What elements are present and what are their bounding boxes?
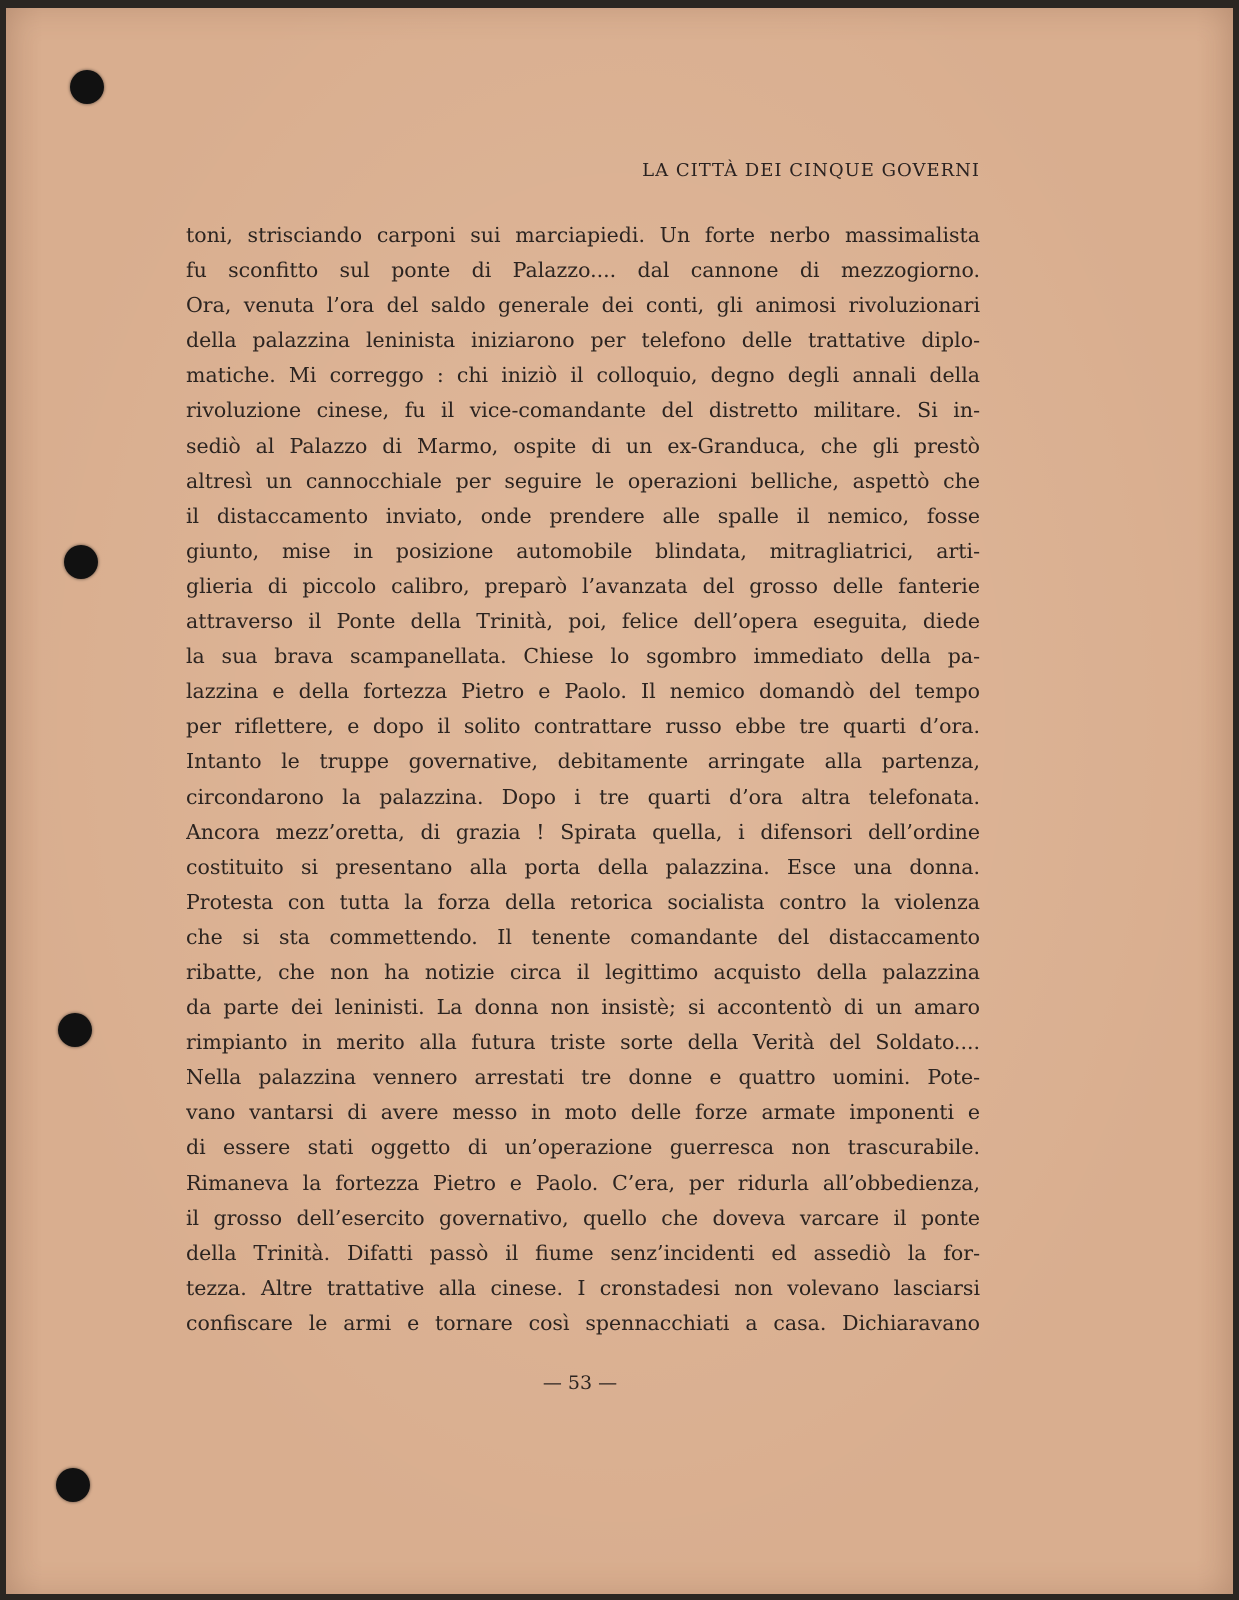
text-line: rimpianto in merito alla futura triste sorte della Verità del Soldato....: [186, 1030, 980, 1055]
text-line: il grosso dell’esercito governativo, quello che doveva varcare il ponte: [186, 1205, 980, 1230]
text-line: costituito si presentano alla porta della palazzina. Esce una donna.: [186, 854, 980, 879]
text-line: matiche. Mi correggo : chi iniziò il colloquio, degno degli annali della: [186, 363, 980, 388]
page-number: — 53 —: [542, 1372, 618, 1394]
text-line: da parte dei leninisti. La donna non insistè; si accontentò di un amaro: [186, 995, 980, 1020]
text-line: altresì un cannocchiale per seguire le operazioni belliche, aspettò che: [186, 468, 980, 493]
text-line: toni, strisciando carponi sui marciapiedi. Un forte nerbo massimalista: [186, 223, 980, 247]
text-line: Rimaneva la fortezza Pietro e Paolo. C’era, per ridurla all’obbedienza,: [186, 1170, 980, 1195]
text-line: il distaccamento inviato, onde prendere alle spalle il nemico, fosse: [186, 503, 980, 528]
text-line: Nella palazzina vennero arrestati tre donne e quattro uomini. Pote-: [186, 1065, 980, 1090]
text-line: glieria di piccolo calibro, preparò l’avanzata del grosso delle fanterie: [186, 573, 980, 598]
text-line: rivoluzione cinese, fu il vice-comandante del distretto militare. Si in-: [186, 398, 980, 423]
text-line: ribatte, che non ha notizie circa il legittimo acquisto della palazzina: [186, 959, 980, 984]
text-line: Ancora mezz’oretta, di grazia ! Spirata quella, i difensori dell’ordine: [186, 819, 980, 844]
text-line: vano vantarsi di avere messo in moto delle forze armate imponenti e: [186, 1100, 980, 1125]
text-line: la sua brava scampanellata. Chiese lo sgombro immediato della pa-: [186, 644, 980, 669]
body-text: [186, 218, 980, 1341]
text-line: sediò al Palazzo di Marmo, ospite di un ex-Granduca, che gli prestò: [186, 433, 980, 458]
binding-hole: [70, 70, 104, 104]
text-line: della palazzina leninista iniziarono per telefono delle trattative diplo-: [186, 328, 980, 353]
text-line: Protesta con tutta la forza della retorica socialista contro la violenza: [186, 889, 980, 914]
text-line: tezza. Altre trattative alla cinese. I cronstadesi non volevano lasciarsi: [186, 1275, 980, 1300]
binding-hole: [58, 1013, 92, 1047]
text-line: della Trinità. Difatti passò il fiume senz’incidenti ed assediò la for-: [186, 1240, 980, 1265]
text-line: attraverso il Ponte della Trinità, poi, felice dell’opera eseguita, diede: [186, 609, 980, 634]
text-line: giunto, mise in posizione automobile blindata, mitragliatrici, arti-: [186, 538, 980, 563]
running-head: LA CITTÀ DEI CINQUE GOVERNI: [642, 160, 980, 181]
text-line: Ora, venuta l’ora del saldo generale dei conti, gli animosi rivoluzionari: [186, 293, 980, 318]
binding-hole: [56, 1468, 90, 1502]
text-line: confiscare le armi e tornare così spennacchiati a casa. Dichiaravano: [186, 1310, 980, 1335]
text-line: che si sta commettendo. Il tenente comandante del distaccamento: [186, 924, 980, 949]
text-line: per riflettere, e dopo il solito contrattare russo ebbe tre quarti d’ora.: [186, 714, 980, 739]
binding-hole: [64, 545, 98, 579]
text-line: circondarono la palazzina. Dopo i tre quarti d’ora altra telefonata.: [186, 784, 980, 809]
text-line: fu sconfitto sul ponte di Palazzo.... dal cannone di mezzogiorno.: [186, 258, 980, 283]
text-line: di essere stati oggetto di un’operazione guerresca non trascurabile.: [186, 1135, 980, 1160]
text-line: lazzina e della fortezza Pietro e Paolo. Il nemico domandò del tempo: [186, 679, 980, 704]
text-line: Intanto le truppe governative, debitamente arringate alla partenza,: [186, 749, 980, 774]
